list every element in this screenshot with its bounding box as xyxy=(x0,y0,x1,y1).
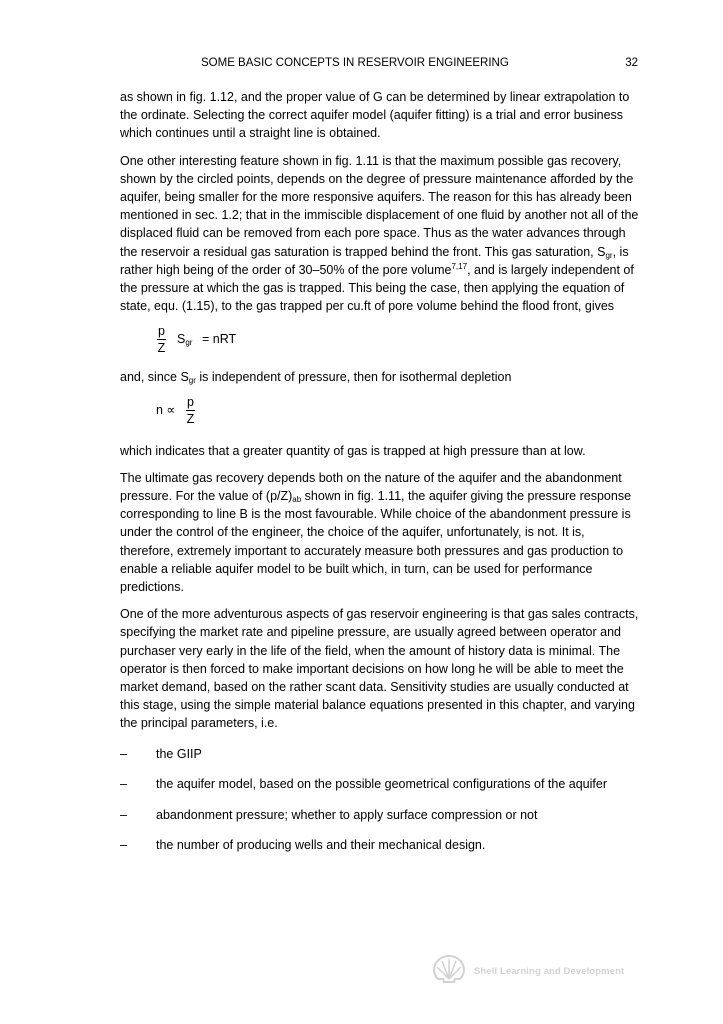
fraction-numerator: p xyxy=(187,394,194,409)
paragraph-2 xyxy=(120,152,640,316)
paragraph-2-text-a: One other interesting feature shown in fig. 1.11 is that the maximum possible gas recovery, shown by the circled points, depends on the degree of pressure maintenance afforded by the aquifer, being smaller for the more responsive aquifers. The reason for this has already been mentioned in sec. 1.2; that in the immiscible displacement of one fluid by another not all of the displaced fluid can be removed from each pore space. Thus as the water advances through the reservoir a residual gas saturation is trapped behind the front. This gas saturation, S xyxy=(120,153,639,259)
equation-1-fraction xyxy=(157,324,166,355)
logo-text: Shell Learning and Development xyxy=(474,966,625,977)
subscript-ab: ab xyxy=(292,495,302,505)
shell-pecten-icon xyxy=(432,954,466,984)
paragraph-1: as shown in fig. 1.12, and the proper value of G can be determined by linear extrapolation to the ordinate. Selecting the correct aquifer model (aquifer fitting) is a trial and error business which continues until a straight line is obtained. xyxy=(120,90,630,141)
bullet-text: the aquifer model, based on the possible geometrical configurations of the aquifer xyxy=(156,777,607,792)
page-header xyxy=(120,55,638,71)
bullet-item xyxy=(120,775,640,793)
subscript-gr-2: gr xyxy=(188,376,196,386)
fraction-denominator: Z xyxy=(157,341,166,356)
paragraph-5 xyxy=(120,469,640,596)
bullet-item xyxy=(120,745,640,763)
paragraph-3-text-a: and, since S xyxy=(120,370,189,385)
bullet-dash: – xyxy=(120,807,127,822)
footer-logo xyxy=(432,954,642,988)
bullet-item xyxy=(120,836,640,854)
running-title: SOME BASIC CONCEPTS IN RESERVOIR ENGINEERING xyxy=(201,57,509,69)
equation-1-saturation xyxy=(177,332,192,346)
symbol-s: S xyxy=(177,332,186,347)
page-number: 32 xyxy=(625,57,638,69)
paragraph-5-text-a: The ultimate gas recovery depends both on the nature of the aquifer and the abandonment pressure. For the value of (p/Z) xyxy=(120,470,622,504)
page-body xyxy=(120,88,640,867)
fraction-denominator: Z xyxy=(186,411,195,426)
bullet-text: the GIIP xyxy=(156,746,202,761)
equation-2-fraction xyxy=(186,395,195,426)
bullet-dash: – xyxy=(120,746,127,761)
paragraph-2-text-c: , and is largely independent of the pressure at which the gas is trapped. This being the case, then applying the equation of state, equ. (1.15), to the gas trapped per cu.ft of pore volume behind the flood front, gives xyxy=(120,262,634,314)
paragraph-6: One of the more adventurous aspects of gas reservoir engineering is that gas sales contracts, specifying the market rate and pipeline pressure, are usually agreed between operator and purchaser very early in the life of the field, when the amount of history data is minimal. The operator is then forced to make important decisions on how long he will be able to meet the market demand, based on the rather scant data. Sensitivity studies are usually conducted at this stage, using the simple material balance equations presented in this chapter, and varying the principal parameters, i.e. xyxy=(120,607,639,731)
bullet-text: the number of producing wells and their mechanical design. xyxy=(156,838,486,853)
paragraph-2-text-b: , is rather high being of the order of 30–50% of the pore volume xyxy=(120,244,629,277)
equation-1 xyxy=(120,324,640,364)
bullet-dash: – xyxy=(120,777,127,792)
symbol-s-subscript: gr xyxy=(185,338,193,348)
equation-2 xyxy=(120,394,640,438)
paragraph-5-text-b: shown in fig. 1.11, the aquifer giving the pressure response corresponding to line B is the most favourable. While choice of the abandonment pressure is under the control of the engineer, the choice of the aquifer, unfortunately, is not. It is, therefore, extremely important to accurately measure both pressures and gas production to enable a reliable aquifer model to be built which, in turn, can be used for performance predictions. xyxy=(120,489,632,595)
subscript-gr: gr xyxy=(605,250,613,260)
paragraph-3 xyxy=(120,368,640,386)
fraction-numerator: p xyxy=(158,324,165,339)
fraction-bar xyxy=(157,339,166,340)
equation-1-rhs: = nRT xyxy=(202,332,237,347)
fraction-bar xyxy=(186,410,195,411)
paragraph-4: which indicates that a greater quantity of gas is trapped at high pressure than at low. xyxy=(120,443,586,458)
bullet-text: abandonment pressure; whether to apply surface compression or not xyxy=(156,807,538,822)
citation-superscript: 7,17 xyxy=(451,261,468,271)
bullet-item xyxy=(120,806,640,824)
equation-2-lhs: n ∝ xyxy=(156,402,176,417)
bullet-dash: – xyxy=(120,838,127,853)
paragraph-3-text-b: is independent of pressure, then for isothermal depletion xyxy=(195,370,512,385)
